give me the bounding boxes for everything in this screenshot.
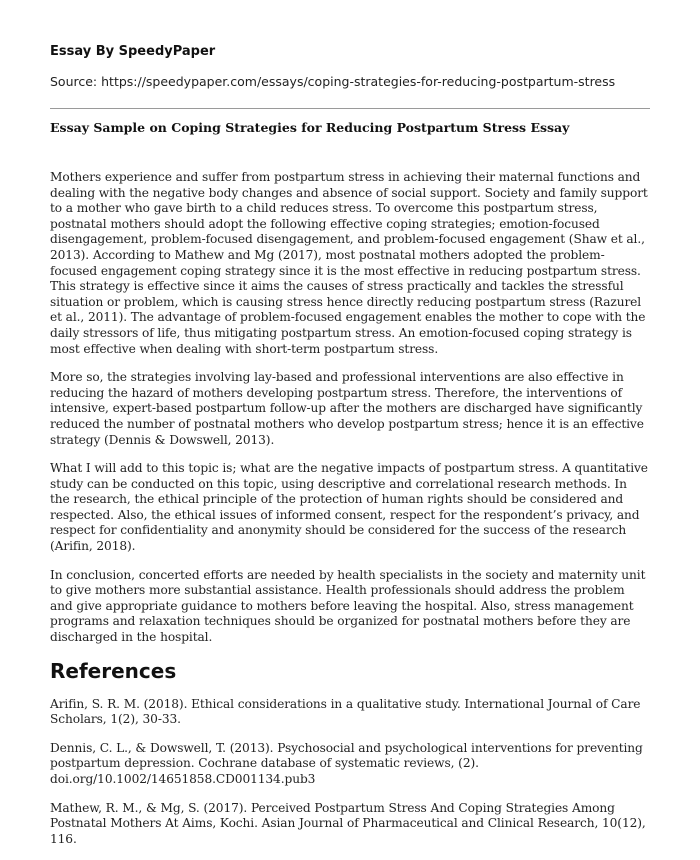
- essay-paragraph: Mothers experience and suffer from postpartum stress in achieving their maternal functions and dealing with the negative body changes and absence of social support. Society and family support to a mother who gave birth to a child reduces stress. To overcome this postpartum stress, postnatal mothers should adopt the following effective coping strategies; emotion-focused disengagement, problem-focused disengagement, and problem-focused engagement (Shaw et al., 2013). According to Mathew and Mg (2017), most postnatal mothers adopted the problem-focused engagement coping strategy since it is the most effective in reducing postpartum stress. This strategy is effective since it aims the causes of stress practically and tackles the stressful situation or problem, which is causing stress hence directly reducing postpartum stress (Razurel et al., 2011). The advantage of problem-focused engagement enables the mother to cope with the daily stressors of life, thus mitigating postpartum stress. An emotion-focused coping strategy is most effective when dealing with short-term postpartum stress.: [50, 170, 648, 356]
- essay-body: [50, 170, 650, 860]
- essay-title: Essay Sample on Coping Strategies for Reducing Postpartum Stress Essay: [50, 120, 570, 135]
- brand-title: Essay By SpeedyPaper: [50, 44, 216, 59]
- source-url: Source: https://speedypaper.com/essays/coping-strategies-for-reducing-postpartum-stress: [50, 74, 616, 89]
- document-page: [50, 0, 650, 850]
- essay-paragraph: What I will add to this topic is; what are the negative impacts of postpartum stress. A quantitative study can be conducted on this topic, using descriptive and correlational research methods. In the research, the ethical principle of the protection of human rights should be considered and respected. Also, the ethical issues of informed consent, respect for the respondent’s privacy, and respect for confidentiality and anonymity should be considered for the success of the research (Arifin, 2018).: [50, 461, 648, 554]
- essay-paragraph: More so, the strategies involving lay-based and professional interventions are also effective in reducing the hazard of mothers developing postpartum stress. Therefore, the interventions of intensive, expert-based postpartum follow-up after the mothers are discharged have significantly reduced the number of postnatal mothers who develop postpartum stress; hence it is an effective strategy (Dennis & Dowswell, 2013).: [50, 370, 644, 447]
- header-divider: [50, 108, 650, 109]
- reference-item: Arifin, S. R. M. (2018). Ethical considerations in a qualitative study. International Journal of Care Scholars, 1(2), 30-33.: [50, 696, 641, 727]
- reference-item: Dennis, C. L., & Dowswell, T. (2013). Psychosocial and psychological interventions for preventing postpartum depression. Cochrane database of systematic reviews, (2). doi.org/10.1002/14651858.CD001134.pub3: [50, 740, 643, 786]
- references-heading: References: [50, 658, 177, 683]
- essay-paragraph: In conclusion, concerted efforts are needed by health specialists in the society and maternity unit to give mothers more substantial assistance. Health professionals should address the problem and give appropriate guidance to mothers before leaving the hospital. Also, stress management programs and relaxation techniques should be organized for postnatal mothers before they are discharged in the hospital.: [50, 567, 646, 645]
- reference-item: Mathew, R. M., & Mg, S. (2017). Perceived Postpartum Stress And Coping Strategies Among Postnatal Mothers At Aims, Kochi. Asian Journal of Pharmaceutical and Clinical Research, 10(12), 116.: [50, 800, 646, 846]
